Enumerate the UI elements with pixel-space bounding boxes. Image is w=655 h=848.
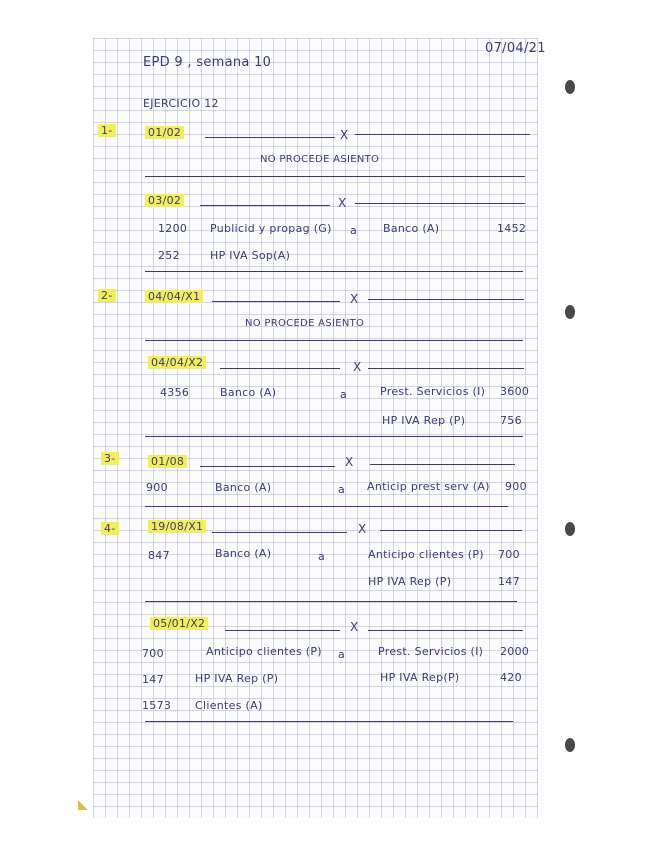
credit-amount: 3600 — [500, 385, 530, 398]
entry-date: 04/04/X2 — [148, 356, 206, 369]
credit-account: HP IVA Rep (P) — [368, 575, 452, 588]
separator-line — [212, 301, 340, 302]
cross-mark: X — [350, 620, 359, 634]
credit-account: HP IVA Rep (P) — [382, 414, 466, 427]
cross-mark: X — [358, 522, 367, 536]
cross-mark: X — [353, 360, 362, 374]
question-number: 1- — [98, 124, 116, 137]
debit-account: HP IVA Sop(A) — [210, 249, 291, 262]
binder-hole — [565, 305, 575, 319]
a-connector: a — [340, 388, 348, 401]
cross-mark: X — [345, 455, 354, 469]
a-connector: a — [338, 648, 346, 661]
debit-amount: 4356 — [160, 386, 190, 399]
credit-account: Anticip prest serv (A) — [367, 480, 490, 493]
binder-hole — [565, 522, 575, 536]
debit-amount: 252 — [158, 249, 180, 262]
credit-account: Anticipo clientes (P) — [368, 548, 484, 561]
credit-amount: 700 — [498, 548, 520, 561]
credit-account: Banco (A) — [383, 222, 440, 235]
credit-amount: 2000 — [500, 645, 530, 658]
debit-amount: 700 — [142, 647, 164, 660]
page-title: EPD 9 , semana 10 — [143, 55, 272, 70]
separator-line — [368, 630, 523, 631]
question-number: 3- — [101, 452, 119, 465]
exercise-title: EJERCICIO 12 — [143, 97, 219, 110]
credit-account: HP IVA Rep(P) — [380, 671, 460, 684]
separator-line — [145, 436, 523, 437]
debit-account: Clientes (A) — [195, 699, 263, 712]
a-connector: a — [350, 224, 358, 237]
debit-account: Publicid y propag (G) — [210, 222, 332, 235]
separator-line — [200, 205, 330, 206]
entry-date: 04/04/X1 — [145, 290, 203, 303]
credit-amount: 420 — [500, 671, 522, 684]
debit-amount: 147 — [142, 673, 164, 686]
credit-account: Prest. Servicios (I) — [378, 645, 484, 658]
credit-amount: 1452 — [497, 222, 527, 235]
a-connector: a — [338, 483, 346, 496]
question-number: 2- — [98, 289, 116, 302]
separator-line — [225, 630, 340, 631]
credit-amount: 900 — [505, 480, 527, 493]
cross-mark: X — [338, 196, 347, 210]
separator-line — [355, 203, 525, 204]
separator-line — [220, 368, 340, 369]
page-date: 07/04/21 — [485, 41, 546, 56]
page-corner-mark — [78, 800, 88, 810]
binder-hole — [565, 80, 575, 94]
question-number: 4- — [101, 522, 119, 535]
credit-amount: 756 — [500, 414, 522, 427]
separator-line — [145, 176, 525, 177]
debit-amount: 847 — [148, 549, 170, 562]
separator-line — [212, 532, 347, 533]
a-connector: a — [318, 550, 326, 563]
separator-line — [368, 299, 524, 300]
separator-line — [145, 721, 513, 722]
separator-line — [145, 601, 517, 602]
debit-amount: 1573 — [142, 699, 172, 712]
cross-mark: X — [340, 128, 349, 142]
entry-date: 01/02 — [145, 126, 184, 139]
binder-hole — [565, 738, 575, 752]
debit-account: HP IVA Rep (P) — [195, 672, 279, 685]
credit-account: Prest. Servicios (I) — [380, 385, 486, 398]
no-entry-note: NO PROCEDE ASIENTO — [245, 318, 365, 329]
separator-line — [370, 464, 515, 465]
separator-line — [145, 340, 523, 341]
separator-line — [200, 466, 335, 467]
separator-line — [380, 530, 522, 531]
debit-account: Banco (A) — [215, 547, 272, 560]
entry-date: 03/02 — [145, 194, 184, 207]
debit-amount: 1200 — [158, 222, 188, 235]
debit-amount: 900 — [146, 481, 168, 494]
debit-account: Banco (A) — [220, 386, 277, 399]
entry-date: 05/01/X2 — [150, 617, 208, 630]
debit-account: Anticipo clientes (P) — [206, 645, 322, 658]
separator-line — [368, 368, 524, 369]
credit-amount: 147 — [498, 575, 520, 588]
separator-line — [355, 134, 530, 135]
entry-date: 19/08/X1 — [148, 520, 206, 533]
separator-line — [145, 271, 523, 272]
separator-line — [145, 506, 508, 507]
no-entry-note: NO PROCEDE ASIENTO — [260, 154, 380, 165]
debit-account: Banco (A) — [215, 481, 272, 494]
separator-line — [205, 137, 335, 138]
cross-mark: X — [350, 292, 359, 306]
entry-date: 01/08 — [148, 455, 187, 468]
